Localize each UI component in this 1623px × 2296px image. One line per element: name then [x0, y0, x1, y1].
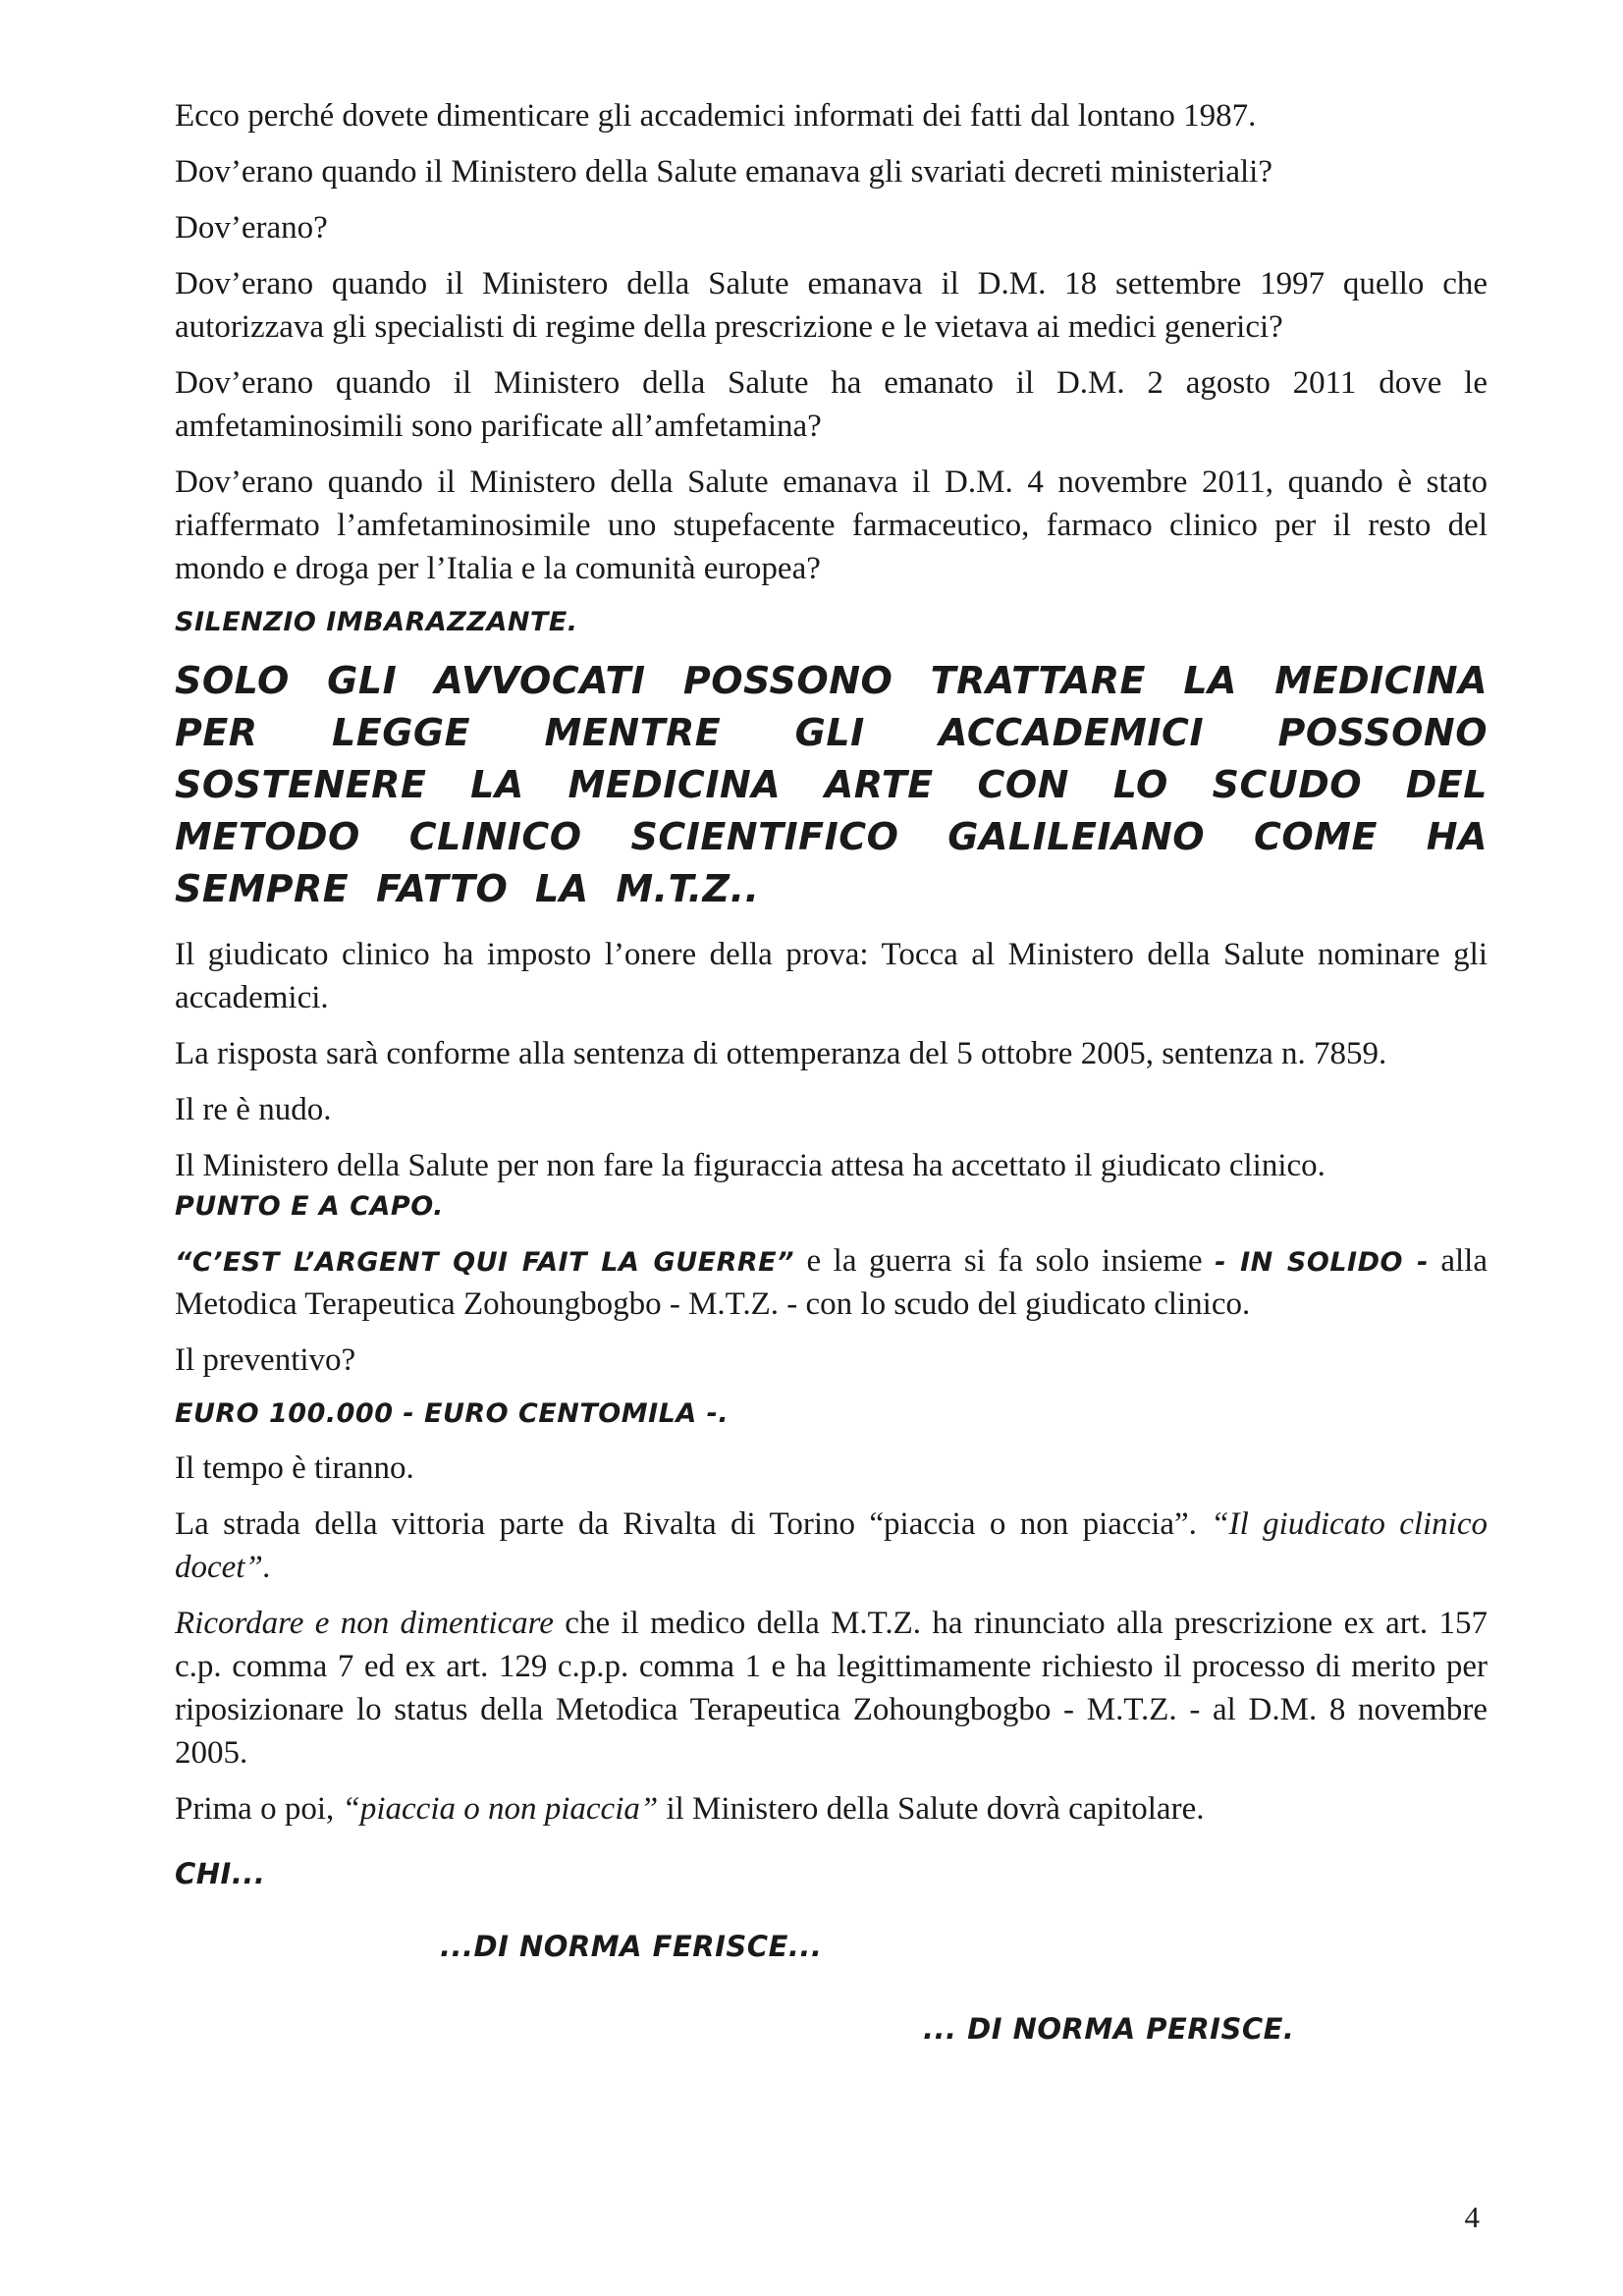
in-solido: - IN SOLIDO - [1215, 1247, 1429, 1278]
page-number: 4 [1464, 2200, 1480, 2234]
paragraph: Dov’erano quando il Ministero della Salute emanava gli svariati decreti ministeriali? [175, 154, 1272, 190]
norma-perisce: ... DI NORMA PERISCE. [923, 2012, 1295, 2046]
paragraph: Il tempo è tiranno. [175, 1450, 414, 1486]
paragraph-text: Prima o poi, [175, 1791, 343, 1827]
document-body [175, 94, 1488, 2050]
paragraph: La risposta sarà conforme alla sentenza di ottemperanza del 5 ottobre 2005, sentenza n. 7859. [175, 1036, 1387, 1071]
italic-text: “piaccia o non piaccia” [342, 1791, 659, 1827]
paragraph: Dov’erano quando il Ministero della Salute emanava il D.M. 18 settembre 1997 quello che autorizzava gli specialisti di regime della prescrizione e le vietava ai medici generici? [175, 266, 1488, 345]
paragraph-text: alla Metodica Terapeutica Zohoungbogbo - M.T.Z. - con lo scudo del giudicato clinico. [175, 1243, 1488, 1322]
paragraph: Ecco perché dovete dimenticare gli accademici informati dei fatti dal lontano 1987. [175, 98, 1257, 134]
paragraph: Il giudicato clinico ha imposto l’onere della prova: Tocca al Ministero della Salute nominare gli accademici. [175, 937, 1488, 1015]
paragraph: Dov’erano quando il Ministero della Salute ha emanato il D.M. 2 agosto 2011 dove le amfetaminosimili sono parificate all’amfetamina? [175, 365, 1488, 444]
argent-quote: “C’EST L’ARGENT QUI FAIT LA GUERRE” [175, 1247, 794, 1278]
italic-text: Ricordare e non dimenticare [175, 1606, 554, 1641]
avvocati-statement: SOLO GLI AVVOCATI POSSONO TRATTARE LA MEDICINA PER LEGGE MENTRE GLI ACCADEMICI POSSONO SOSTENERE LA MEDICINA ARTE CON LO SCUDO DEL METODO CLINICO SCIENTIFICO GALILEIANO COME HA SEMPRE FATTO LA M.T.Z.. [175, 659, 1488, 910]
silenzio-heading: SILENZIO IMBARAZZANTE. [175, 607, 578, 637]
norma-ferisce: ...DI NORMA FERISCE... [440, 1930, 823, 1963]
paragraph: Il re è nudo. [175, 1092, 332, 1127]
paragraph [175, 1503, 1488, 1589]
paragraph-text: e la guerra si fa solo insieme [793, 1243, 1216, 1279]
paragraph [175, 1144, 1488, 1187]
italic-text: “Il giudicato clinico docet”. [175, 1506, 1488, 1585]
euro-amount: EURO 100.000 - EURO CENTOMILA -. [175, 1398, 730, 1429]
paragraph [175, 1602, 1488, 1775]
paragraph-text: che il medico della M.T.Z. ha rinunciato alla prescrizione ex art. 157 c.p. comma 7 ed ex art. 129 c.p.p. comma 1 e ha legittimamente richiesto il processo di merito per riposizionare lo status della Metodica Terapeutica Zohoungbogbo - M.T.Z. - al D.M. 8 novembre 2005. [175, 1606, 1488, 1771]
argent-paragraph [175, 1239, 1488, 1326]
paragraph-text: il Ministero della Salute dovrà capitolare. [658, 1791, 1205, 1827]
chi-closing: CHI... [175, 1857, 266, 1890]
paragraph: Il preventivo? [175, 1342, 356, 1378]
paragraph: Dov’erano? [175, 210, 328, 246]
paragraph [175, 1787, 1488, 1831]
paragraph: Dov’erano quando il Ministero della Salute emanava il D.M. 4 novembre 2011, quando è stato riaffermato l’amfetaminosimile uno stupefacente farmaceutico, farmaco clinico per il resto del mondo e droga per l’Italia e la comunità europea? [175, 465, 1488, 586]
punto-a-capo: PUNTO E A CAPO. [175, 1191, 444, 1222]
paragraph-text: Il Ministero della Salute per non fare la figuraccia attesa ha accettato il giudicato clinico. [175, 1148, 1325, 1183]
paragraph-text: La strada della vittoria parte da Rivalta di Torino “piaccia o non piaccia”. [175, 1506, 1212, 1542]
